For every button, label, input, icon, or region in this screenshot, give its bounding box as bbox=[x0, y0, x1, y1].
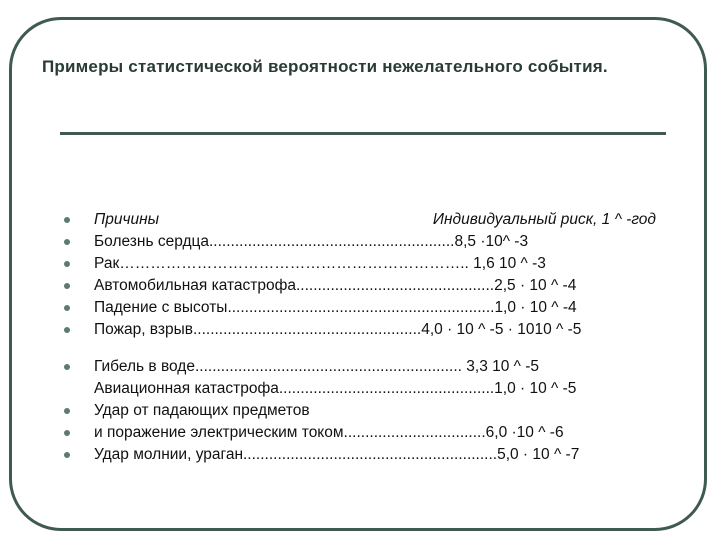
bullet-icon bbox=[64, 430, 70, 436]
list-item bbox=[60, 356, 680, 400]
list-item-text: Авиационная катастрофа..................................................1,0 · 10 ^ -5 bbox=[94, 380, 577, 397]
list-item bbox=[60, 400, 680, 422]
bullet-icon bbox=[64, 239, 70, 245]
list-item-text: Болезнь сердца.........................................................8,5 ·10^ -3 bbox=[94, 233, 529, 250]
risk-list-secondary bbox=[60, 356, 680, 466]
bullet-icon bbox=[64, 305, 70, 311]
header-individual-risk: Индивидуальный риск, 1 ^ -год bbox=[432, 211, 656, 228]
risk-list-primary bbox=[60, 209, 680, 341]
list-item-text: Падение с высоты..............................................................1,0 · 10 ^ -4 bbox=[94, 299, 577, 316]
list-item-text: Гибель в воде.............................................................. 3,3 10 ^ -5 bbox=[94, 358, 540, 375]
bullet-icon bbox=[64, 261, 70, 267]
bullet-icon bbox=[64, 327, 70, 333]
list-item bbox=[60, 444, 680, 466]
list-item bbox=[60, 422, 680, 444]
header-causes: Причины bbox=[94, 211, 160, 228]
list-item-text: Рак………………………………………………………….. 1,6 10 ^ -3 bbox=[94, 255, 546, 272]
title-divider bbox=[60, 132, 666, 135]
bullet-icon bbox=[64, 452, 70, 458]
list-item bbox=[60, 231, 680, 253]
list-item bbox=[60, 275, 680, 297]
list-item bbox=[60, 319, 680, 341]
list-item bbox=[60, 297, 680, 319]
list-item-text: Удар молнии, ураган...........................................................5,0 · 10 ^ -7 bbox=[94, 446, 580, 463]
bullet-icon bbox=[64, 364, 70, 370]
slide-title: Примеры статистической вероятности нежелательного события. bbox=[42, 57, 608, 76]
list-item-text: Удар от падающих предметов bbox=[94, 402, 310, 419]
list-item bbox=[60, 253, 680, 275]
bullet-icon bbox=[64, 283, 70, 289]
list-item-text: и поражение электрическим током.................................6,0 ·10 ^ -6 bbox=[94, 424, 564, 441]
table-header bbox=[94, 209, 656, 231]
list-item-text: Пожар, взрыв.....................................................4,0 · 10 ^ -5 · 1010 ^ -5 bbox=[94, 321, 582, 338]
bullet-icon bbox=[64, 408, 70, 414]
bullet-icon bbox=[64, 217, 70, 223]
list-item-text: Автомобильная катастрофа..............................................2,5 · 10 ^ -4 bbox=[94, 277, 577, 294]
list-item-header bbox=[60, 209, 680, 231]
